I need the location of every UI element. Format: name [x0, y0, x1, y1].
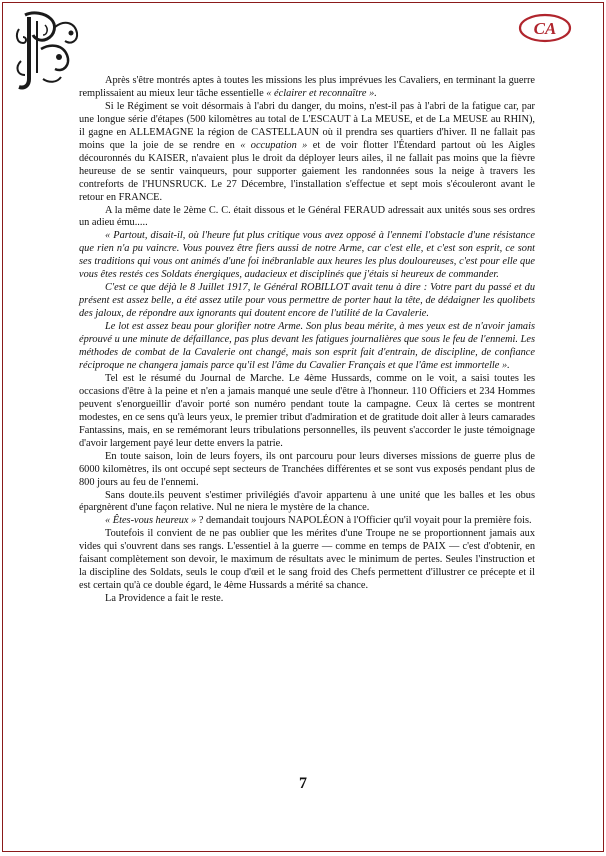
paragraph-p1: [79, 75, 535, 101]
paragraph-p6: [79, 321, 535, 373]
paragraph-p7: [79, 373, 535, 451]
body-text: [79, 75, 535, 606]
text-segment: C'est ce que déjà le 8 Juillet 1917, le Général ROBILLOT avait tenu à dire : Votre part du passé et du présent est assez belle, a été assez utile pour vous permettre de porter haut la tête, de dédaigner les quolibets des jaloux, de répondre aux ignorants qui doutent encore de l'utilité de la Cavalerie.: [79, 282, 535, 320]
paragraph-p10: [79, 515, 535, 528]
text-segment: Toutefois il convient de ne pas oublier que les mérites d'une Troupe ne se proportionnent jamais aux vides qui s'ouvrent dans ses rangs. L'essentiel à la guerre — comme en temps de PAIX — c'est d'obtenir, en faisant complètement son devoir, le maximum de résultats avec le minimum de pertes. Seules l'instruction et la discipline des Soldats, seuls le coup d'œil et le sang froid des Chefs permettent d'illustrer ce précepte et il est certain qu'à ce double égard, le 4ème Hussards a mérité sa chance.: [79, 528, 535, 592]
ca-logo-icon: [518, 13, 572, 43]
text-segment: « éclairer et reconnaître ».: [266, 87, 377, 99]
ornamental-drop-cap-icon: [11, 9, 83, 91]
paragraph-p9: [79, 490, 535, 516]
paragraph-p11: [79, 528, 535, 593]
text-segment: « Partout, disait-il, où l'heure fut plus critique vous avez opposé à l'ennemi l'obstacle d'une résistance que rien n'a pu vaincre. Vous pouvez être fiers aussi de notre Arme, car c'est elle, et c'est son esprit, ce sont ses traditions qui vous ont animés d'une foi inébranlable aux heures les plus douloureuses, c'est pour elle que vous êtes restés ces Soldats énergiques, audacieux et disciplinés que j'étais si heureux de commander.: [79, 230, 535, 281]
text-segment: La Providence a fait le reste.: [105, 593, 224, 605]
text-segment: Tel est le résumé du Journal de Marche. Le 4ème Hussards, comme on le voit, a saisi toutes les occasions d'être à la peine et n'en a jamais manqué une seule d'être à l'honneur. 110 Officiers et 234 Hommes peuvent s'enorgueillir d'avoir porté son numéro pendant toute la campagne. Ceux là certes se montrent modestes, en ce sens qu'à leurs yeux, le premier tribut d'admiration et de gratitude doit aller à leurs camarades Fantassins, mais, en se remémorant leurs tribulations personnelles, ils peuvent s'accorder le juste témoignage d'avoir largement payé leur dette envers la patrie.: [79, 372, 535, 449]
paragraph-p2: [79, 101, 535, 205]
text-segment: Après s'être montrés aptes à toutes les missions les plus imprévues les Cavaliers, en terminant la guerre remplissaient au mieux leur tâche essentielle: [79, 75, 535, 99]
text-segment: et de voir flotter l'Étendard partout où les Aigles découronnés du KAISER, n'avaient plus le droit da déployer leurs ailes, il ne fallait pas moins que la fièvre heureuse de se sentir vainqueurs, pour supporter gaiement les randonnées sous la neige à travers les contreforts de l'HUNSRUCK. Le 27 Décembre, l'installation s'effectue et sept mois s'écouleront avant le retour en FRANCE.: [79, 139, 536, 203]
page-number: 7: [299, 775, 307, 792]
text-segment: « occupation »: [240, 139, 308, 151]
text-segment: ? demandait toujours NAPOLÉON à l'Officier qu'il voyait pour la première fois.: [196, 515, 532, 527]
text-segment: En toute saison, loin de leurs foyers, ils ont parcouru pour leurs diverses missions de guerre plus de 6000 kilomètres, ils ont occupé sept secteurs de Tranchées différentes et se sont vus exposés pendant plus de 800 jours au feu de l'ennemi.: [79, 450, 535, 488]
paragraph-p5: [79, 282, 535, 321]
text-segment: A la même date le 2ème C. C. était dissous et le Général FERAUD adressait aux unités sous ses ordres un adieu ému.....: [79, 204, 535, 229]
text-segment: Le lot est assez beau pour glorifier notre Arme. Son plus beau mérite, à mes yeux est de n'avoir jamais éprouvé u une minute de défaillance, pas plus devant les fatigues journalières que sous le feu de l'ennemi. Les méthodes de combat de la Cavalerie ont changé, mais son esprit fait d'entrain, de discipline, de confiance réciproque ne changera jamais parce qu'il est l'âme du Cavalier Français et que l'âme est immortelle ».: [79, 321, 535, 371]
text-segment: « Êtes-vous heureux »: [105, 515, 197, 527]
logo-text: CA: [533, 19, 557, 38]
document-page: [2, 2, 604, 852]
paragraph-p12: [79, 593, 535, 606]
paragraph-p3: [79, 205, 535, 231]
paragraph-p4: [79, 230, 535, 282]
text-segment: Si le Régiment se voit désormais à l'abri du danger, du moins, n'est-il pas à l'abri de la fatigue car, par une longue série d'étapes (500 kilomètres au total de L'ESCAUT à La MEUSE, et de La MEUSE au RHIN), il gagne en ALLEMAGNE la région de CASTELLAUN où il prendra ses quartiers d'hiver. Il ne fallait pas moins que la joie de se rendre en: [79, 100, 535, 151]
paragraph-p8: [79, 451, 535, 490]
text-segment: Sans doute.ils peuvent s'estimer privilégiés d'avoir appartenu à une unité que les balles et les obus épargnèrent d'une façon relative. Nul ne niera le mystère de la chance.: [79, 489, 535, 514]
